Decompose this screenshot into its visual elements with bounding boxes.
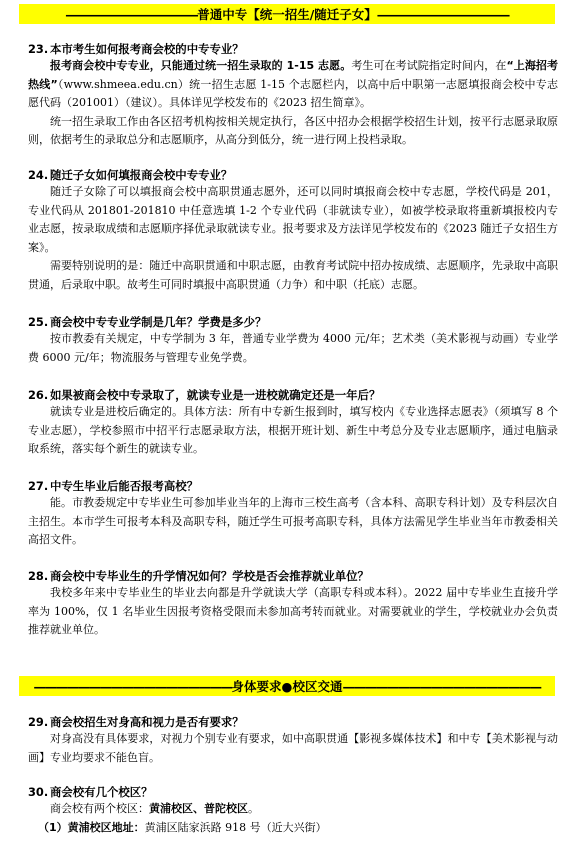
question-text: 商会校中专毕业生的升学情况如何？学校是否会推荐就业单位？ [50, 569, 369, 583]
answer-paragraph: 我校多年来中专毕业生的毕业去向都是升学就读大学（高职专科或本科）。2022 届中专毕业生直接升学率为 100%，仅 1 名毕业生因报考资格受限而未参加高考转而就业。对需要就业的学生，学校就业办会负责推荐就业单位。 [28, 586, 558, 636]
question-text: 商会校中专专业学制是几年？学费是多少？ [50, 315, 267, 329]
answer-paragraph: 能。市教委规定中专毕业生可参加毕业当年的上海市三校生高考（含本科、高职专科计划）及专科层次自主招生。本市学生可报考本科及高职专科，随迁学生可报考高职专科，具体方法需见学生毕业当年市教委相关高招文件。 [28, 496, 558, 546]
answer-paragraph: 统一招生录取工作由各区招考机构按相关规定执行，各区中招办会根据学校招生计划，按平行志愿录取原则，依据考生的录取总分和志愿顺序，从高分到低分，统一进行网上投档录取。 [28, 114, 558, 146]
banner-left-rule: ———————————— [65, 6, 198, 22]
question-heading [28, 314, 558, 330]
answer-text: 考生可在考试院指定时间内，在 [351, 59, 507, 72]
question-number: 29. [28, 715, 49, 729]
question-number: 27. [28, 479, 49, 493]
answer-paragraph: 就读专业是进校后确定的。具体方法：所有中专新生报到时，填写校内《专业选择志愿表》（须填写 8 个专业志愿），学校参照市中招平行志愿录取方法，根据开班计划、新生中考总分及专业志愿顺序，通过电脑录取系统，落实每个新生的就读专业。 [28, 405, 558, 455]
banner-right-rule: ———————————— [376, 6, 509, 22]
answer-text: 。 [248, 802, 259, 815]
question-text: 中专生毕业后能否报考高校？ [50, 479, 199, 493]
question-number: 23. [28, 42, 49, 56]
section-banner-general-vocational [19, 4, 555, 24]
answer-text: （www.shmeea.edu.cn）统一招生志愿 1-15 个志愿栏内，以高中后中职第一志愿填报商会校中专志愿代码（201001）（建议）。具体详见学校发布的《2023 招生简章》。 [28, 77, 558, 109]
question-heading [28, 167, 558, 183]
faq-item-23 [28, 41, 558, 150]
campus-address-line [28, 819, 558, 838]
question-heading [28, 568, 558, 584]
question-number: 25. [28, 315, 49, 329]
question-heading [28, 478, 558, 494]
banner-left-rule: —————————————————— [33, 678, 232, 694]
question-text: 本市考生如何报考商会校的中专专业？ [50, 42, 244, 56]
faq-item-28 [28, 568, 558, 640]
faq-item-26 [28, 387, 558, 459]
faq-item-25 [28, 314, 558, 367]
question-text: 商会校有几个校区？ [50, 785, 153, 799]
question-heading [28, 714, 558, 730]
answer-text: 商会校有两个校区： [50, 802, 149, 815]
faq-item-29 [28, 714, 558, 767]
section-banner-physical-campus [19, 676, 555, 696]
answer-line [28, 800, 558, 819]
answer-paragraph: 按市教委有关规定，中专学制为 3 年，普通专业学费为 4000 元/年；艺术类（美术影视与动画）专业学费 6000 元/年；物流服务与管理专业免学费。 [28, 332, 558, 364]
answer-bold: “上海招考热线” [28, 59, 559, 91]
answer-paragraph [28, 57, 558, 113]
faq-item-30 [28, 784, 558, 837]
answer-bold: 报考商会校中专专业，只能通过统一招生录取的 1-15 志愿。 [50, 59, 352, 72]
question-text: 商会校招生对身高和视力是否有要求？ [50, 715, 244, 729]
answer-paragraph: 需要特别说明的是：随迁中高职贯通和中职志愿，由教育考试院中招办按成绩、志愿顺序，先录取中高职贯通，后录取中职。故考生可同时填报中高职贯通（力争）和中职（托底）志愿。 [28, 259, 558, 291]
question-text: 如果被商会校中专录取了，就读专业是一进校就确定还是一年后？ [50, 388, 381, 402]
banner-right-rule: —————————————————— [342, 678, 541, 694]
faq-item-27 [28, 478, 558, 550]
question-number: 28. [28, 569, 49, 583]
address-text: 黄浦区陆家浜路 918 号（近大兴街） [144, 820, 327, 834]
faq-item-24 [28, 167, 558, 294]
question-heading [28, 41, 558, 57]
question-heading [28, 784, 558, 800]
question-heading [28, 387, 558, 403]
answer-bold: 黄浦校区、普陀校区 [149, 802, 248, 815]
address-label: （1）黄浦校区地址： [38, 820, 145, 834]
question-number: 30. [28, 785, 49, 799]
answer-paragraph: 对身高没有具体要求，对视力个别专业有要求，如中高职贯通【影视多媒体技术】和中专【美术影视与动画】专业均要求不能色盲。 [28, 732, 558, 764]
question-number: 24. [28, 168, 49, 182]
banner-title: 身体要求●校区交通 [231, 679, 343, 694]
banner-title: 普通中专【统一招生/随迁子女】 [197, 7, 377, 22]
question-number: 26. [28, 388, 49, 402]
answer-paragraph: 随迁子女除了可以填报商会校中高职贯通志愿外，还可以同时填报商会校中专志愿，学校代码是 201，专业代码从 201801-201810 中任意选填 1-2 个专业代码（非就读专业），如被学校录取将重新填报校内专业志愿，按录取成绩和志愿顺序择优录取就读专业。报考要求及方法详见学校发布的《2023 随迁子女招生方案》。 [28, 185, 558, 254]
question-text: 随迁子女如何填报商会校中专专业？ [50, 168, 233, 182]
